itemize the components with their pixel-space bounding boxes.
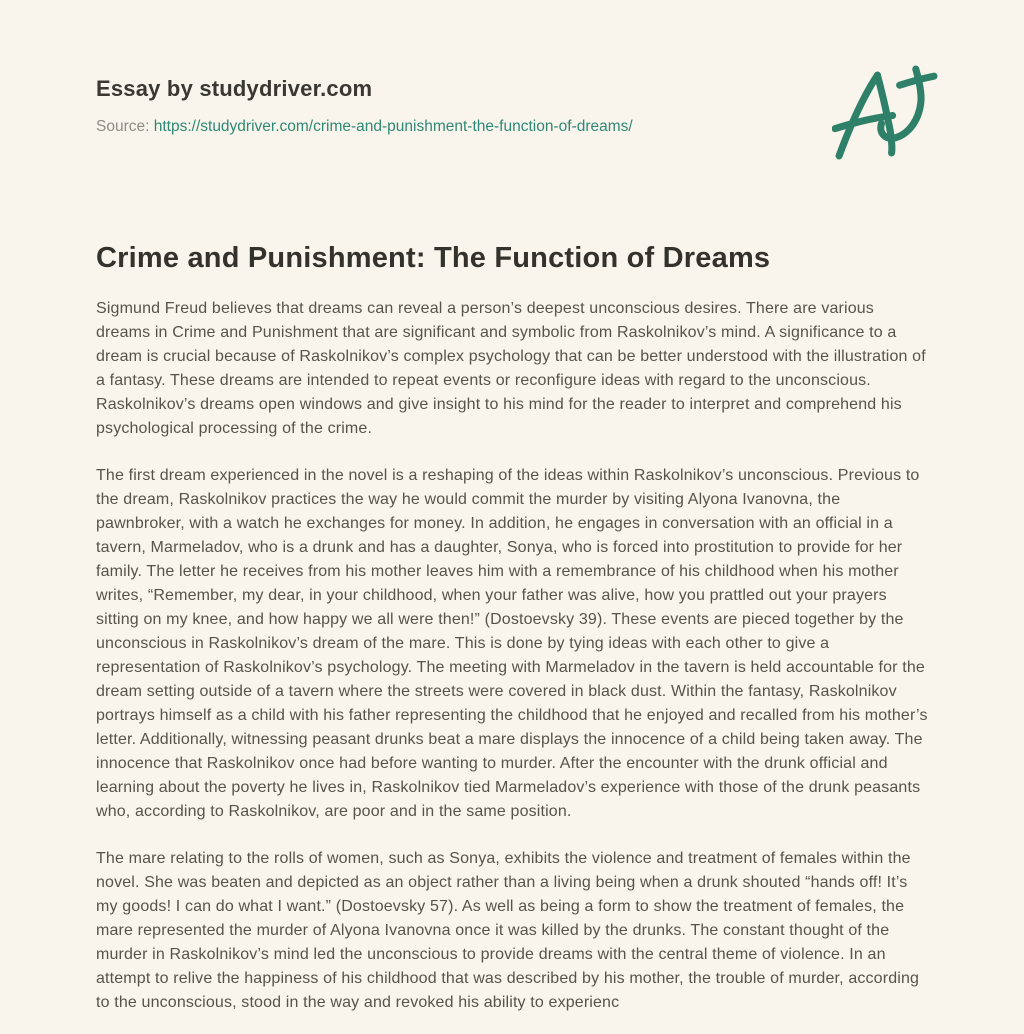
essay-body [96, 297, 928, 1015]
essay-title: Crime and Punishment: The Function of Dreams [96, 242, 771, 274]
essay-paragraph-3: The mare relating to the rolls of women, such as Sonya, exhibits the violence and treatment of females within the novel. She was beaten and depicted as an object rather than a living being when a drunk shouted “hands off! It’s my goods! I can do what I want.” (Dostoevsky 57). As well as being a form to show the treatment of females, the mare represented the murder of Alyona Ivanovna once it was killed by the drunks. The constant thought of the murder in Raskolnikov’s mind led the unconscious to provide dreams with the central theme of violence. In an attempt to relive the happiness of his childhood that was described by his mother, the trouble of murder, according to the unconscious, stood in the way and revoked his ability to experienc [96, 850, 920, 1011]
site-header-title: Essay by studydriver.com [96, 76, 373, 101]
essay-paragraph-1: Sigmund Freud believes that dreams can reveal a person’s deepest unconscious desires. There are various dreams in Crime and Punishment that are significant and symbolic from Raskolnikov’s mind. A significance to a dream is crucial because of Raskolnikov’s complex psychology that can be better understood with the illustration of a fantasy. These dreams are intended to repeat events or reconfigure ideas with regard to the unconscious. Raskolnikov’s dreams open windows and give insight to his mind for the reader to interpret and comprehend his psychological processing of the crime. [96, 300, 926, 437]
essay-paragraph-2: The first dream experienced in the novel is a reshaping of the ideas within Raskolnikov’s unconscious. Previous to the dream, Raskolnikov practices the way he would commit the murder by visiting Alyona Ivanovna, the pawnbroker, with a watch he exchanges for money. In addition, he engages in conversation with an official in a tavern, Marmeladov, who is a drunk and has a daughter, Sonya, who is forced into prostitution to provide for her family. The letter he receives from his mother leaves him with a remembrance of his childhood when his mother writes, “Remember, my dear, in your childhood, when your father was alive, how you prattled out your prayers sitting on my knee, and how happy we all were then!” (Dostoevsky 39). These events are pieced together by the unconscious in Raskolnikov’s dream of the mare. This is done by tying ideas with each other to give a representation of Raskolnikov’s psychology. The meeting with Marmeladov in the tavern is held accountable for the dream setting outside of a tavern where the streets were covered in black dust. Within the fantasy, Raskolnikov portrays himself as a child with his father representing the childhood that he enjoyed and recalled from his mother’s letter. Additionally, witnessing peasant drunks beat a mare displays the innocence of a child being taken away. The innocence that Raskolnikov once had before wanting to murder. After the encounter with the drunk official and learning about the poverty he lives in, Raskolnikov tied Marmeladov’s experience with those of the drunk peasants who, according to Raskolnikov, are poor and in the same position. [96, 467, 928, 820]
source-label: Source: [96, 118, 150, 135]
source-url-link[interactable]: https://studydriver.com/crime-and-punishment-the-function-of-dreams/ [153, 118, 633, 135]
source-line [96, 118, 928, 136]
a-plus-logo-icon [832, 62, 938, 162]
studydriver-logo [832, 62, 938, 162]
